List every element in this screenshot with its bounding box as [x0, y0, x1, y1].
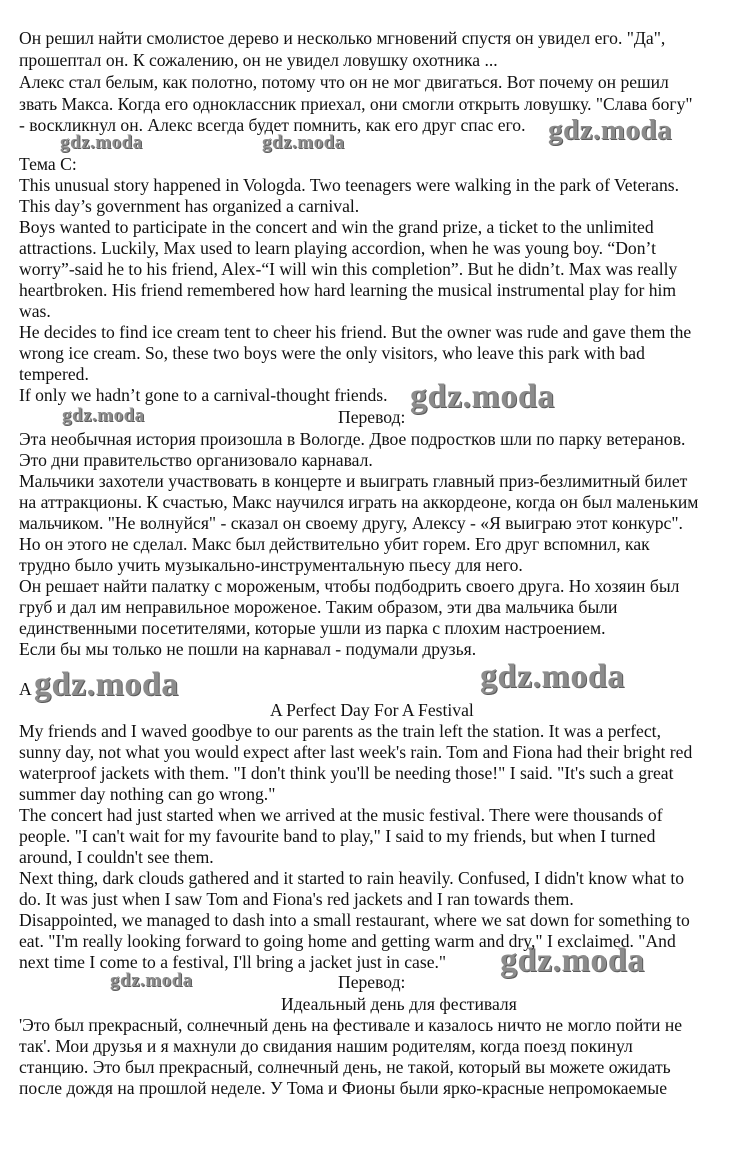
text-line: станцию. Это был прекрасный, солнечный день, не такой, который вы можете ожидать	[19, 1057, 671, 1077]
text-line: The concert had just started when we arrived at the music festival. There were thousands of	[19, 805, 663, 825]
watermark: gdz.moda	[262, 132, 345, 153]
text-line: worry”-said he to his friend, Alex-“I will win this completion”. But he didn’t. Max was really	[19, 259, 678, 279]
text-line: на аттракционы. К счастью, Макс научился играть на аккордеоне, когда он был маленьким	[19, 492, 699, 512]
text-line: people. "I can't wait for my favourite band to play," I said to my friends, but when I turned	[19, 826, 656, 846]
text-line: do. It was just when I saw Tom and Fiona's red jackets and I ran towards them.	[19, 889, 574, 909]
text-line: Алекс стал белым, как полотно, потому что он не мог двигаться. Вот почему он решил	[19, 72, 669, 92]
text-line: eat. "I'm really looking forward to going home and getting warm and dry," I exclaimed. "And	[19, 931, 676, 951]
watermark: gdz.moda	[110, 970, 193, 991]
text-line: attractions. Luckily, Max used to learn playing accordion, when he was young boy. “Don’t	[19, 238, 656, 258]
text-line: мальчиком. "Не волнуйся" - сказал он своему другу, Алексу - «Я выиграю этот конкурс".	[19, 513, 683, 533]
story-title: A Perfect Day For A Festival	[270, 700, 474, 720]
text-line: Он решил найти смолистое дерево и несколько мгновений спустя он увидел его. "Да",	[19, 28, 666, 48]
text-line: звать Макса. Когда его одноклассник приехал, они смогли открыть ловушку. "Слава богу"	[19, 94, 693, 114]
watermark: gdz.moda	[548, 114, 673, 146]
translation-label: Перевод:	[338, 972, 406, 992]
text-line: He decides to find ice cream tent to cheer his friend. But the owner was rude and gave them the	[19, 322, 692, 342]
text-line: Это дни правительство организовало карнавал.	[19, 450, 373, 470]
section-heading: Тема C:	[19, 154, 77, 174]
text-line: Мальчики захотели участвовать в концерте и выиграть главный приз-безлимитный билет	[19, 471, 688, 491]
text-line: прошептал он. К сожалению, он не увидел ловушку охотника ...	[19, 50, 498, 70]
watermark: gdz.moda	[34, 666, 179, 703]
section-marker: A	[19, 679, 32, 699]
text-line: после дождя на прошлой неделе. У Тома и Фионы были ярко-красные непромокаемые	[19, 1078, 668, 1098]
text-line: This day’s government has organized a carnival.	[19, 196, 360, 216]
watermark: gdz.moda	[60, 132, 143, 153]
text-line: summer day nothing can go wrong."	[19, 784, 276, 804]
text-line: единственными посетителями, которые ушли из парка с плохим настроением.	[19, 618, 606, 638]
text-line: Если бы мы только не пошли на карнавал - подумали друзья.	[19, 639, 477, 659]
text-line: груб и дал им неправильное мороженое. Таким образом, эти два мальчика были	[19, 597, 618, 617]
watermark: gdz.moda	[62, 405, 145, 426]
text-line: sunny day, not what you would expect after last week's rain. Tom and Fiona had their bright red	[19, 742, 693, 762]
text-line: Next thing, dark clouds gathered and it started to rain heavily. Confused, I didn't know what to	[19, 868, 685, 888]
text-line: waterproof jackets with them. "I don't think you'll be needing those!" I said. "It's such a great	[19, 763, 674, 783]
text-line: tempered.	[19, 364, 89, 384]
watermark: gdz.moda	[480, 658, 625, 695]
watermark: gdz.moda	[410, 378, 555, 415]
translation-label: Перевод:	[338, 407, 406, 427]
text-line: Эта необычная история произошла в Вологде. Двое подростков шли по парку ветеранов.	[19, 429, 686, 449]
text-line: heartbroken. His friend remembered how hard learning the musical instrumental play for him	[19, 280, 677, 300]
text-line: Boys wanted to participate in the concert and win the grand prize, a ticket to the unlimited	[19, 217, 654, 237]
translation-title: Идеальный день для фестиваля	[281, 994, 517, 1014]
text-line: - воскликнул он. Алекс всегда будет помнить, как его друг спас его.	[19, 115, 526, 135]
text-line: next time I come to a festival, I'll bring a jacket just in case."	[19, 952, 447, 972]
text-line: around, I couldn't see them.	[19, 847, 214, 867]
text-line: This unusual story happened in Vologda. Two teenagers were walking in the park of Veterans.	[19, 175, 680, 195]
text-line: Но он этого не сделал. Макс был действительно убит горем. Его друг вспомнил, как	[19, 534, 650, 554]
text-line: 'Это был прекрасный, солнечный день на фестивале и казалось ничто не могло пойти не	[19, 1015, 683, 1035]
text-line: Disappointed, we managed to dash into a small restaurant, where we sat down for something to	[19, 910, 690, 930]
text-line: If only we hadn’t gone to a carnival-thought friends.	[19, 385, 388, 405]
text-line: Он решает найти палатку с мороженым, чтобы подбодрить своего друга. Но хозяин был	[19, 576, 680, 596]
text-line: так'. Мои друзья и я махнули до свидания нашим родителям, когда поезд покинул	[19, 1036, 633, 1056]
watermark: gdz.moda	[500, 942, 645, 979]
text-line: was.	[19, 301, 51, 321]
text-line: My friends and I waved goodbye to our parents as the train left the station. It was a perfect,	[19, 721, 661, 741]
text-line: wrong ice cream. So, these two boys were the only visitors, who leave this park with bad	[19, 343, 645, 363]
text-line: трудно было учить музыкально-инструментальную пьесу для него.	[19, 555, 523, 575]
